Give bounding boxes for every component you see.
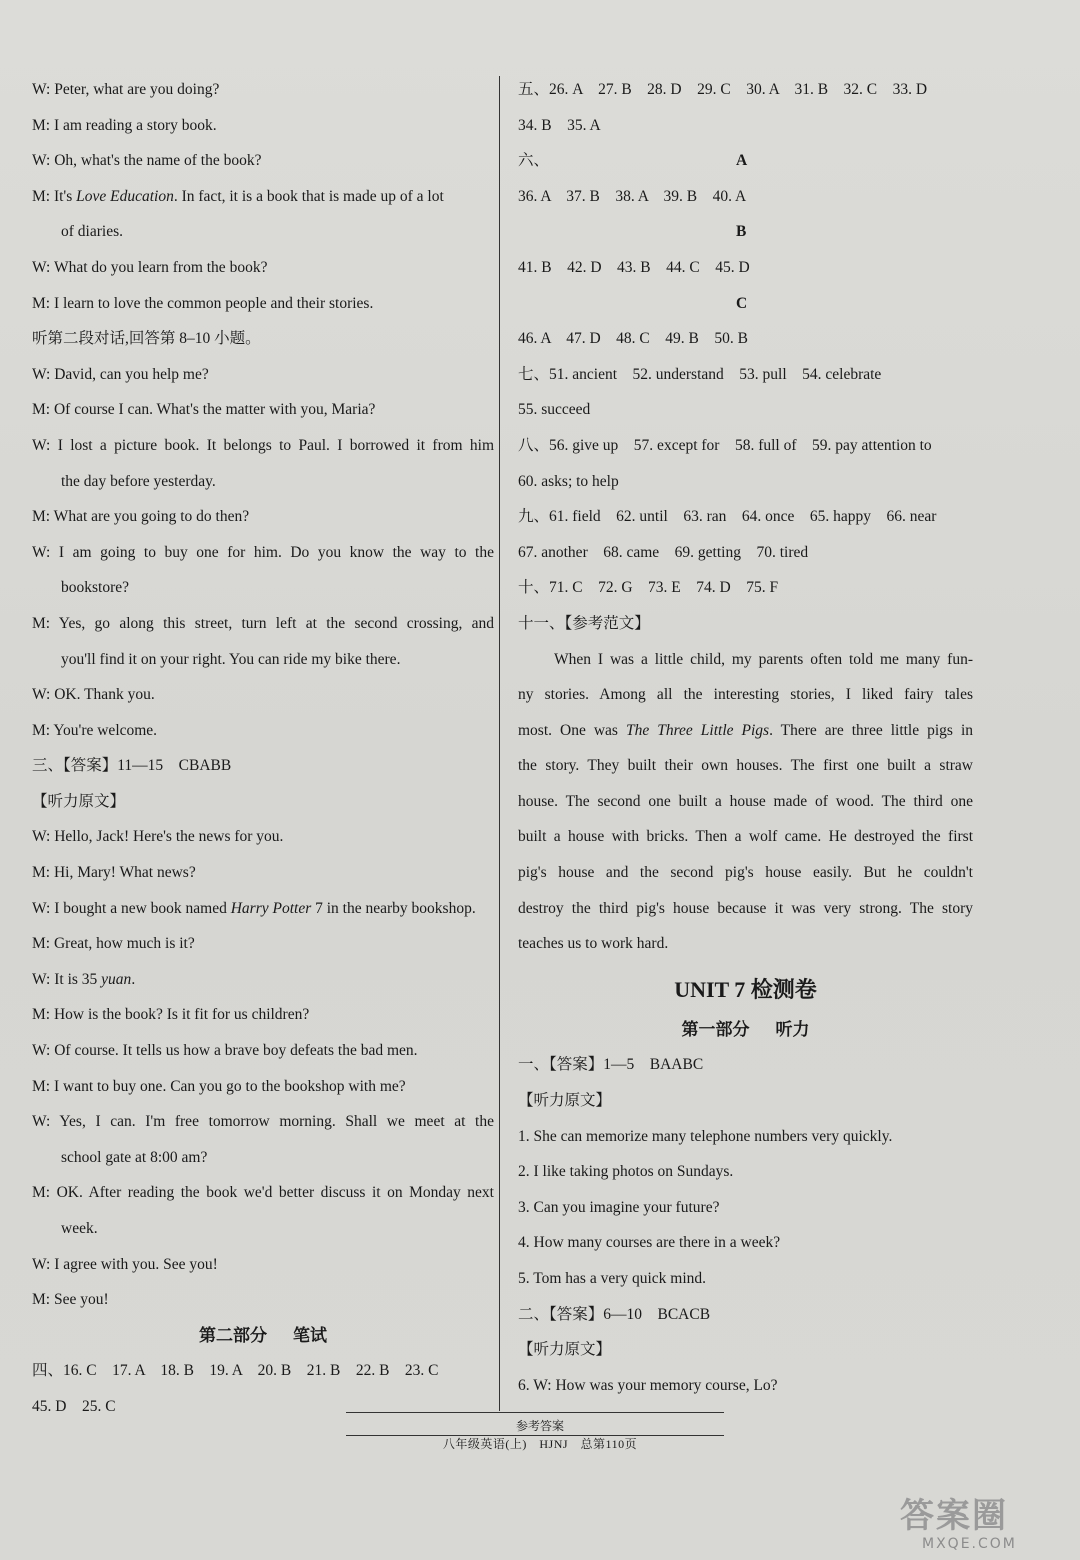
dialogue-line: W: What do you learn from the book? (32, 258, 268, 276)
watermark-url: MXQE.COM (922, 1536, 1017, 1552)
dialogue-line: the day before yesterday. (61, 472, 216, 490)
right-column (518, 72, 973, 1403)
section-heading (518, 143, 973, 179)
answer-line: 七、51. ancient 52. understand 53. pull 54. celebrate (518, 365, 882, 383)
section-number: 六、 (518, 152, 550, 170)
answer-line: 36. A 37. B 38. A 39. B 40. A (518, 187, 747, 205)
transcript-line: 4. How many courses are there in a week? (518, 1234, 781, 1252)
answer-line: 55. succeed (518, 401, 591, 419)
text-segment: . (131, 970, 136, 988)
dialogue-line: of diaries. (61, 223, 123, 241)
transcript-line: 1. She can memorize many telephone numbers very quickly. (518, 1127, 893, 1145)
answer-line: 一、【答案】1—5 BAABC (518, 1056, 704, 1074)
dialogue-line: W: I lost a picture book. It belongs to Paul. I borrowed it from him (32, 436, 494, 454)
answer-line: 45. D 25. C (32, 1397, 116, 1415)
section-title-part: 第二部分 (199, 1325, 267, 1345)
section-title-part: 听力 (775, 1019, 810, 1039)
essay-line: the story. They built their own houses. The first one built a straw (518, 757, 973, 775)
dialogue-line: M: I learn to love the common people and their stories. (32, 294, 374, 312)
dialogue-line: W: OK. Thank you. (32, 686, 155, 704)
transcript-label: 【听力原文】 (518, 1092, 612, 1110)
dialogue-line: W: Yes, I can. I'm free tomorrow morning. Shall we meet at the (32, 1113, 494, 1131)
answer-line: 五、26. A 27. B 28. D 29. C 30. A 31. B 32. C 33. D (518, 81, 928, 98)
dialogue-line: week. (61, 1220, 98, 1237)
dialogue-line: M: OK. After reading the book we'd better discuss it on Monday next (32, 1184, 494, 1202)
answer-line: 九、61. field 62. until 63. ran 64. once 65. happy 66. near (518, 508, 937, 526)
text-segment: . There are three little pigs in (769, 721, 974, 739)
part-title (32, 1318, 494, 1354)
watermark-logo (900, 1496, 1070, 1556)
essay-line: pig's house and the second pig's house easily. But he couldn't (518, 864, 973, 882)
text-segment: . In fact, it is a book that is made up of a lot (173, 187, 444, 205)
dialogue-line: M: I am reading a story book. (32, 116, 217, 134)
dialogue-line (32, 962, 494, 998)
dialogue-line: W: Oh, what's the name of the book? (32, 152, 262, 170)
dialogue-line: M: Yes, go along this street, turn left at the second crossing, and (32, 614, 494, 632)
part-title (518, 1012, 973, 1048)
answer-line: 46. A 47. D 48. C 49. B 50. B (518, 330, 748, 348)
transcript-line: 2. I like taking photos on Sundays. (518, 1163, 734, 1181)
answer-line: 三、【答案】11—15 CBABB (32, 757, 232, 775)
text-segment: W: It is 35 (32, 970, 102, 988)
answer-line: 二、【答案】6—10 BCACB (518, 1305, 711, 1323)
italic-title: yuan (101, 970, 132, 988)
footer-page-info: 八年级英语(上) HJNJ 总第110页 (442, 1437, 638, 1451)
left-column (32, 72, 494, 1425)
essay-line: ny stories. Among all the interesting stories, I liked fairy tales (518, 686, 973, 704)
dialogue-line: you'll find it on your right. You can ride my bike there. (61, 650, 401, 668)
footer-label: 参考答案 (515, 1419, 564, 1433)
essay-line: teaches us to work hard. (518, 935, 669, 953)
dialogue-line: W: Hello, Jack! Here's the news for you. (32, 828, 284, 846)
dialogue-line: M: You're welcome. (32, 721, 158, 739)
answer-line: 四、16. C 17. A 18. B 19. A 20. B 21. B 22. B 23. C (32, 1362, 439, 1380)
dialogue-line: school gate at 8:00 am? (61, 1148, 208, 1166)
dialogue-line: M: Great, how much is it? (32, 935, 195, 953)
watermark-logo-text: 答案圈 (900, 1496, 1008, 1536)
answer-line: 34. B 35. A (518, 116, 601, 134)
passage-label-row (518, 214, 973, 250)
dialogue-line: bookstore? (61, 579, 130, 597)
essay-line (518, 713, 973, 749)
column-divider (499, 76, 500, 1411)
essay-line: built a house with bricks. Then a wolf came. He destroyed the first (518, 828, 973, 846)
text-segment: M: It's (32, 187, 77, 205)
text-segment: W: I bought a new book named (32, 899, 231, 917)
italic-title: The Three Little Pigs (625, 721, 770, 739)
essay-line: destroy the third pig's house because it was very strong. The story (518, 899, 973, 917)
section-title-part: 第一部分 (681, 1019, 750, 1039)
dialogue-line: W: Peter, what are you doing? (32, 81, 220, 98)
dialogue-line (32, 179, 494, 215)
section-title-part: 笔试 (293, 1325, 327, 1345)
answer-line: 60. asks; to help (518, 472, 619, 490)
passage-label: A (736, 152, 748, 170)
answer-line: 41. B 42. D 43. B 44. C 45. D (518, 258, 750, 276)
dialogue-line: M: What are you going to do then? (32, 508, 250, 526)
footer-rule-top (346, 1412, 724, 1413)
dialogue-line: M: How is the book? Is it fit for us children? (32, 1006, 310, 1024)
text-segment: most. One was (518, 721, 626, 739)
answer-line: 67. another 68. came 69. getting 70. tired (518, 543, 809, 561)
dialogue-line: W: I agree with you. See you! (32, 1255, 218, 1273)
transcript-label: 【听力原文】 (518, 1341, 612, 1359)
essay-line: house. The second one built a house made of wood. The third one (518, 792, 973, 810)
answer-line: 八、56. give up 57. except for 58. full of 59. pay attention to (518, 436, 932, 454)
dialogue-line: M: Of course I can. What's the matter with you, Maria? (32, 401, 376, 419)
passage-label: C (736, 294, 748, 312)
dialogue-line: M: See you! (32, 1291, 109, 1309)
dialogue-line: W: Of course. It tells us how a brave boy defeats the bad men. (32, 1042, 418, 1060)
dialogue-line: M: Hi, Mary! What news? (32, 864, 196, 882)
italic-title: Harry Potter (230, 899, 312, 917)
dialogue-line: W: I am going to buy one for him. Do you know the way to the (32, 543, 494, 561)
dialogue-line: W: David, can you help me? (32, 365, 209, 383)
instruction-line: 听第二段对话,回答第 8–10 小题。 (32, 330, 261, 348)
dialogue-line: M: I want to buy one. Can you go to the bookshop with me? (32, 1077, 406, 1095)
dialogue-line (32, 891, 494, 927)
passage-label: B (736, 223, 747, 241)
italic-title: Love Education (76, 187, 174, 205)
unit-title: UNIT 7 检测卷 (674, 976, 817, 1002)
answer-line: 十、71. C 72. G 73. E 74. D 75. F (518, 579, 779, 597)
essay-line: When I was a little child, my parents often told me many fun- (554, 650, 973, 668)
transcript-line: 6. W: How was your memory course, Lo? (518, 1376, 778, 1394)
transcript-line: 3. Can you imagine your future? (518, 1198, 720, 1216)
transcript-label: 【听力原文】 (32, 792, 126, 810)
text-segment: 7 in the nearby bookshop. (311, 899, 476, 917)
section-heading: 十一、【参考范文】 (518, 614, 650, 632)
transcript-line: 5. Tom has a very quick mind. (518, 1270, 707, 1287)
passage-label-row (518, 286, 973, 322)
